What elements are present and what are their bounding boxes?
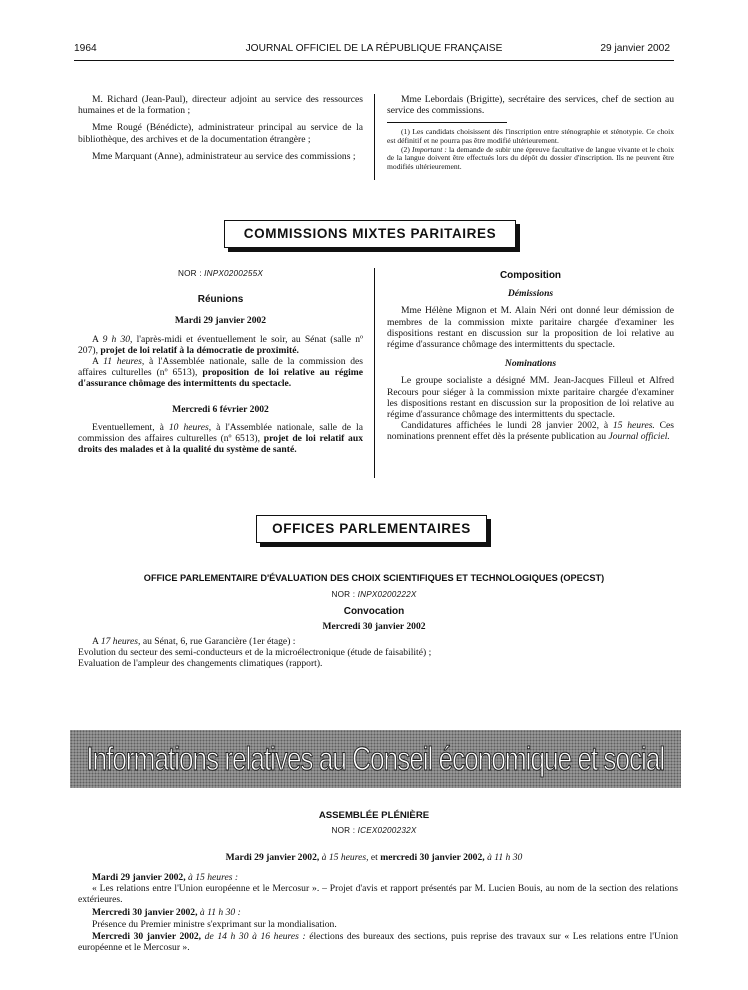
agenda-line: Evaluation de l'ampleur des changements climatiques (rapport). (78, 658, 323, 670)
page-number: 1964 (74, 43, 97, 54)
nor-reference: NOR : INPX0200255X (177, 269, 263, 278)
composition-entry: Candidatures affichées le lundi 28 janvier 2002, à 15 heures. Ces nominations prennent effet dès la présente publication au Journal officiel. (387, 420, 674, 443)
assembly-title: ASSEMBLÉE PLÉNIÈRE (318, 810, 430, 821)
agenda-line: « Les relations entre l'Union européenne et le Mercosur ». – Projet d'avis et rapport présentés par M. Lucien Bouis, au nom de la section des relations extérieures. (78, 883, 678, 906)
column-divider (374, 268, 375, 478)
composition-entry: Mme Hélène Mignon et M. Alain Néri ont donné leur démission de membres de la commission mixte paritaire chargée d'examiner les dispositions restant en discussion sur la proposition de loi relative au régime d'assurance chômage des intermittents du spectacle. (387, 305, 674, 351)
cmp-left-column (78, 268, 363, 455)
cmp-right-column (387, 270, 674, 443)
meeting-entry: Eventuellement, à 10 heures, à l'Assemblée nationale, salle de la commission des affaires culturelles (nº 6513), projet de loi relatif aux droits des malades et à la qualité du système de santé. (78, 421, 363, 456)
staff-entry: Mme Lebordais (Brigitte), secrétaire des services, chef de section au service des commissions. (387, 94, 674, 117)
agenda-line: Présence du Premier ministre s'exprimant sur la mondialisation. (92, 918, 337, 930)
column-divider (374, 94, 375, 180)
staff-entry: Mme Marquant (Anne), administrateur au service des commissions ; (92, 150, 356, 162)
footnote-rule (387, 122, 507, 123)
meeting-date: Mercredi 6 février 2002 (172, 403, 269, 415)
section-heading: Composition (499, 270, 562, 281)
agenda-line: A 17 heures, au Sénat, 6, rue Garancière (1er étage) : (92, 636, 296, 647)
top-right-column (387, 94, 674, 171)
agenda-heading: Mercredi 30 janvier 2002, à 11 h 30 : (92, 906, 241, 918)
header-rule (74, 60, 674, 61)
ces-banner: Informations relatives au Conseil économique et social (70, 730, 681, 788)
agenda-line: Evolution du secteur des semi-conducteurs et de la microélectronique (étude de faisabilité) ; (78, 647, 432, 659)
header-date: 29 janvier 2002 (600, 43, 670, 54)
composition-entry: Le groupe socialiste a désigné MM. Jean-Jacques Filleul et Alfred Recours pour siéger à la commission mixte paritaire chargée d'examiner les dispositions restant en discussion sur la proposition de loi relative au régime d'assurance chômage des intermittents du spectacle. (387, 375, 674, 421)
office-agenda (78, 636, 678, 670)
meeting-date: Mardi 29 janvier 2002 (174, 315, 267, 327)
journal-title: JOURNAL OFFICIEL DE LA RÉPUBLIQUE FRANÇAISE (245, 43, 503, 54)
nor-reference: NOR : INPX0200222X (331, 590, 417, 599)
section-heading: Convocation (343, 606, 405, 617)
ces-agenda (78, 872, 678, 953)
section-banner: OFFICES PARLEMENTAIRES (256, 515, 487, 543)
agenda-heading: Mardi 29 janvier 2002, à 15 heures : (92, 872, 239, 883)
footnote: (1) Les candidats choisissent dès l'inscription entre sténographie et sténotypie. Ce choix est définitif et ne pourra pas être modifié ultérieurement. (387, 127, 674, 145)
section-heading: Réunions (197, 294, 244, 306)
agenda-line: Mercredi 30 janvier 2002, de 14 h 30 à 16 heures : élections des bureaux des sections, puis reprise des travaux sur « Les relations entre l'Union européenne et le Mercosur ». (78, 931, 678, 954)
meeting-entry: A 11 heures, à l'Assemblée nationale, salle de la commission des affaires culturelles (nº 6513), proposition de loi relative au régime d'assurance chômage des intermittents du spectacle. (78, 356, 363, 390)
top-left-column (78, 94, 363, 162)
office-title: OFFICE PARLEMENTAIRE D'ÉVALUATION DES CHOIX SCIENTIFIQUES ET TECHNOLOGIQUES (OPECST) (143, 573, 605, 583)
nor-reference: NOR : ICEX0200232X (331, 826, 417, 835)
staff-entry: M. Richard (Jean-Paul), directeur adjoint au service des ressources humaines et de la formation ; (78, 94, 363, 117)
footnote: (2) Important : la demande de subir une épreuve facultative de langue vivante et le choix de la langue doivent être effectués lors du dépôt du dossier d'inscription. Ils ne peuvent être modifiés ultérieurement. (387, 144, 674, 171)
meeting-date: Mercredi 30 janvier 2002 (322, 621, 426, 632)
meeting-entry: A 9 h 30, l'après-midi et éventuellement le soir, au Sénat (salle nº 207), projet de loi relatif à la démocratie de proximité. (78, 333, 363, 356)
staff-entry: Mme Rougé (Bénédicte), administrateur principal au service de la bibliothèque, des archives et de la documentation étrangère ; (78, 122, 363, 145)
session-dates: Mardi 29 janvier 2002, à 15 heures, et mercredi 30 janvier 2002, à 11 h 30 (225, 852, 523, 863)
subsection-heading: Démissions (507, 288, 554, 300)
section-banner: COMMISSIONS MIXTES PARITAIRES (224, 220, 516, 248)
subsection-heading: Nominations (504, 358, 557, 370)
